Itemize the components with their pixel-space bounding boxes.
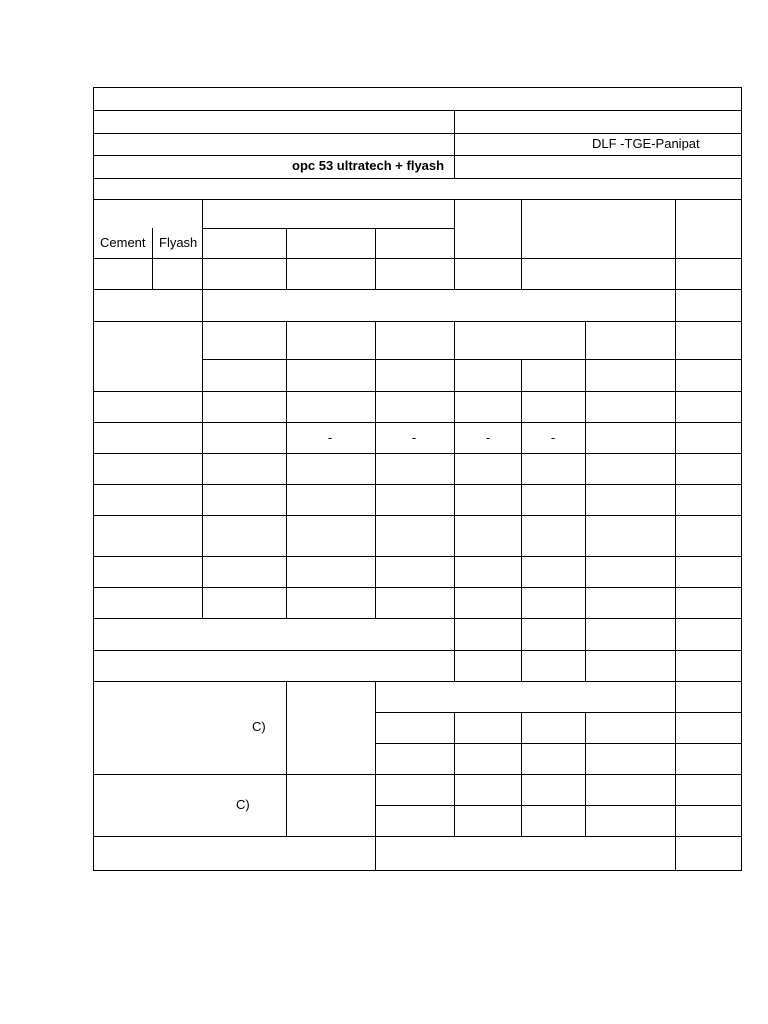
grid-line xyxy=(93,870,742,871)
grid-line xyxy=(521,618,522,681)
grid-line xyxy=(454,110,455,178)
grid-line xyxy=(286,321,287,618)
grid-line xyxy=(375,712,742,713)
grid-line xyxy=(93,484,742,485)
cement-column-label: Cement xyxy=(100,235,146,250)
grid-line xyxy=(286,228,287,289)
dash-value: - xyxy=(327,430,333,445)
grid-line xyxy=(93,289,742,290)
grid-line xyxy=(585,618,586,681)
grid-line xyxy=(93,87,742,88)
grid-line xyxy=(675,199,676,289)
grid-line xyxy=(521,712,522,836)
grid-line xyxy=(93,155,742,156)
grid-line xyxy=(93,422,742,423)
section-label-c: C) xyxy=(236,797,250,812)
grid-line xyxy=(93,587,742,588)
grid-line xyxy=(286,681,287,836)
grid-line xyxy=(93,774,742,775)
grid-line xyxy=(93,258,742,259)
grid-line xyxy=(93,515,742,516)
grid-line xyxy=(93,199,742,200)
grid-line xyxy=(202,359,742,360)
grid-line xyxy=(93,836,742,837)
grid-line xyxy=(93,453,742,454)
grid-line xyxy=(93,391,742,392)
dash-value: - xyxy=(550,430,556,445)
grid-line xyxy=(375,228,376,289)
grid-line xyxy=(521,359,522,618)
grid-line xyxy=(93,556,742,557)
grid-line xyxy=(375,805,742,806)
section-label-c: C) xyxy=(252,719,266,734)
grid-line xyxy=(93,321,742,322)
grid-line xyxy=(741,87,742,871)
grid-line xyxy=(675,618,676,681)
grid-line xyxy=(93,650,742,651)
grid-line xyxy=(93,110,742,111)
grid-line xyxy=(585,712,586,836)
grid-line xyxy=(675,289,676,321)
grid-line xyxy=(675,681,676,836)
dash-value: - xyxy=(411,430,417,445)
grid-line xyxy=(375,681,376,836)
site-name: DLF -TGE-Panipat xyxy=(592,136,700,151)
flyash-column-label: Flyash xyxy=(159,235,198,250)
grid-line xyxy=(454,712,455,836)
grid-line xyxy=(152,228,153,289)
grid-line xyxy=(202,321,203,618)
grid-line xyxy=(202,289,203,321)
mix-description: opc 53 ultratech + flyash xyxy=(292,158,445,173)
grid-line xyxy=(454,199,455,289)
dash-value: - xyxy=(485,430,491,445)
grid-line xyxy=(202,228,455,229)
grid-line xyxy=(375,321,376,618)
grid-line xyxy=(202,199,203,289)
grid-line xyxy=(93,618,742,619)
grid-line xyxy=(675,836,676,870)
grid-line xyxy=(454,618,455,681)
grid-line xyxy=(93,87,94,871)
grid-line xyxy=(454,321,455,618)
grid-line xyxy=(521,199,522,289)
grid-line xyxy=(93,681,742,682)
grid-line xyxy=(675,321,676,618)
grid-line xyxy=(93,178,742,179)
grid-line xyxy=(93,133,742,134)
grid-line xyxy=(375,836,376,870)
grid-line xyxy=(375,743,742,744)
grid-line xyxy=(585,321,586,618)
